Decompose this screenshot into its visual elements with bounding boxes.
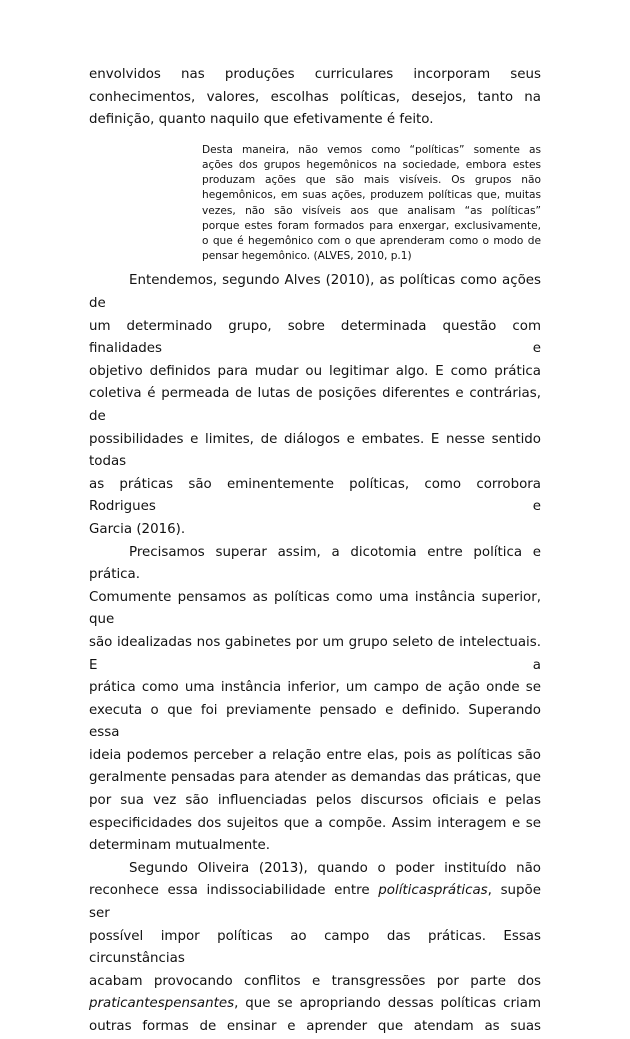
- text-line: por sua vez são influenciadas pelos discursos oficiais e pelas: [89, 793, 541, 809]
- quote-line: o que é hegemônico com o que aprenderam como o modo de: [202, 235, 541, 247]
- quote-line: Desta maneira, não vemos como “políticas” somente as: [202, 143, 541, 156]
- text-line: prática como uma instância inferior, um campo de ação onde se: [89, 680, 541, 696]
- text-line: acabam provocando conflitos e transgressões por parte dos: [89, 973, 541, 989]
- text-line: [89, 880, 541, 925]
- text-line: as práticas são eminentemente políticas, como corrobora Rodrigues e: [89, 476, 541, 515]
- text-line: ideia podemos perceber a relação entre elas, pois as políticas são: [89, 747, 541, 763]
- block-quote: [202, 143, 541, 265]
- text-line: Entendemos, segundo Alves (2010), as políticas como ações de: [89, 273, 541, 311]
- text-line: conhecimentos, valores, escolhas políticas, desejos, tanto na: [89, 89, 541, 105]
- text-segment: reconhece essa indissociabilidade entre: [89, 883, 379, 899]
- italic-term: políticaspráticas: [378, 883, 488, 899]
- quote-line: pensar hegemônico. (ALVES, 2010, p.1): [202, 250, 412, 263]
- quote-line: porque estes foram formados para enxergar, exclusivamente,: [202, 219, 541, 232]
- paragraph-4: [89, 858, 541, 1039]
- text-line: Garcia (2016).: [89, 521, 186, 537]
- paragraph-1: [89, 64, 541, 132]
- text-line: coletiva é permeada de lutas de posições diferentes e contrárias, de: [89, 386, 541, 424]
- text-line: especificidades dos sujeitos que a compõe. Assim interagem e se: [89, 815, 541, 831]
- paragraph-3: [89, 542, 541, 858]
- text-line: possibilidades e limites, de diálogos e embates. E nesse sentido todas: [89, 431, 541, 470]
- text-line: são idealizadas nos gabinetes por um grupo seleto de intelectuais. E a: [89, 634, 541, 673]
- quote-line: vezes, não são visíveis aos que analisam “as políticas”: [202, 204, 541, 217]
- text-line: outras formas de ensinar e aprender que atendam as suas: [89, 1019, 541, 1034]
- italic-term: praticantespensantes: [89, 996, 235, 1012]
- text-line: possível impor políticas ao campo das práticas. Essas circunstâncias: [89, 928, 541, 967]
- text-segment: , supõe ser: [89, 883, 541, 922]
- quote-line: ações dos grupos hegemônicos na sociedade, embora estes: [202, 158, 541, 171]
- text-line: executa o que foi previamente pensado e definido. Superando essa: [89, 702, 541, 741]
- paragraph-2: [89, 270, 541, 541]
- text-line: Comumente pensamos as políticas como uma instância superior, que: [89, 589, 541, 628]
- text-line: [89, 993, 541, 1016]
- document-page: [89, 64, 541, 1039]
- text-line: objetivo definidos para mudar ou legitimar algo. E como prática: [89, 363, 541, 379]
- text-line: um determinado grupo, sobre determinada questão com finalidades e: [89, 318, 541, 357]
- text-line: geralmente pensadas para atender as demandas das práticas, que: [89, 770, 541, 786]
- quote-line: produzam ações que são mais visíveis. Os grupos não: [202, 174, 541, 187]
- text-line: determinam mutualmente.: [89, 838, 270, 854]
- text-segment: , que se apropriando dessas políticas criam: [234, 996, 541, 1012]
- text-line: envolvidos nas produções curriculares incorporam seus: [89, 67, 541, 82]
- text-line: Precisamos superar assim, a dicotomia entre política e prática.: [89, 544, 541, 583]
- text-line: definição, quanto naquilo que efetivamente é feito.: [89, 112, 434, 128]
- quote-line: hegemônicos, em suas ações, produzem políticas que, muitas: [202, 189, 541, 202]
- text-line: Segundo Oliveira (2013), quando o poder instituído não: [129, 860, 541, 876]
